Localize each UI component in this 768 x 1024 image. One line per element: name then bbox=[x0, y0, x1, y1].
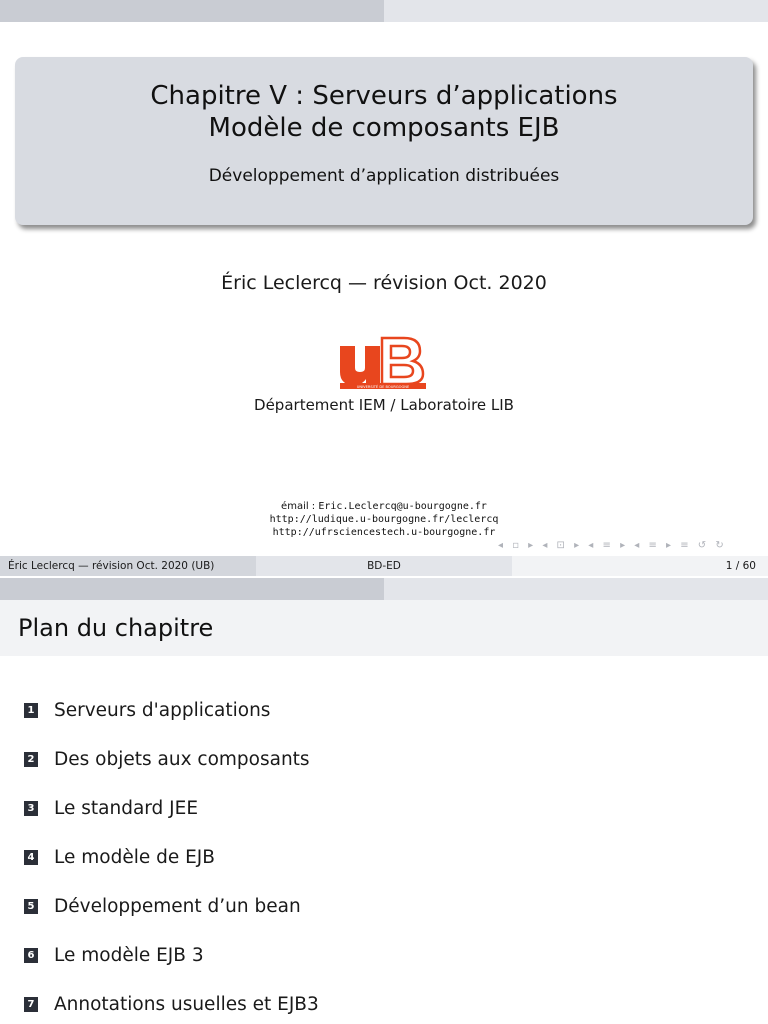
top-bar-left bbox=[0, 0, 384, 22]
author-line: Éric Leclercq — révision Oct. 2020 bbox=[221, 272, 547, 294]
top-bar-left bbox=[0, 578, 384, 600]
email-label: émail : bbox=[281, 501, 319, 512]
toc-number: 5 bbox=[24, 899, 38, 914]
toc-label: Le modèle EJB 3 bbox=[54, 945, 204, 966]
toc-item[interactable] bbox=[24, 735, 319, 784]
toc-item[interactable] bbox=[24, 686, 319, 735]
table-of-contents bbox=[24, 686, 319, 1024]
slide-top-bar bbox=[0, 578, 768, 600]
toc-label: Des objets aux composants bbox=[54, 749, 310, 770]
footer-course: BD-ED bbox=[256, 556, 512, 576]
url-ludique[interactable]: http://ludique.u-bourgogne.fr/leclercq bbox=[269, 514, 499, 525]
toc-label: Développement d’un bean bbox=[54, 896, 301, 917]
toc-item[interactable] bbox=[24, 980, 319, 1024]
top-bar-right bbox=[384, 0, 768, 22]
toc-number: 7 bbox=[24, 997, 38, 1012]
slide-title-line1: Chapitre V : Serveurs d’applications bbox=[150, 81, 618, 111]
toc-number: 1 bbox=[24, 703, 38, 718]
toc-number: 6 bbox=[24, 948, 38, 963]
email-value[interactable]: Eric.Leclercq@u-bourgogne.fr bbox=[318, 501, 487, 512]
toc-item[interactable] bbox=[24, 833, 319, 882]
toc-item[interactable] bbox=[24, 882, 319, 931]
university-logo bbox=[338, 334, 428, 390]
frame-header bbox=[0, 600, 768, 656]
toc-label: Le standard JEE bbox=[54, 798, 199, 819]
top-bar-right bbox=[384, 578, 768, 600]
slide-title-line2: Modèle de composants EJB bbox=[208, 113, 560, 143]
slide-top-bar bbox=[0, 0, 768, 22]
outline-slide bbox=[0, 578, 768, 1024]
toc-number: 4 bbox=[24, 850, 38, 865]
toc-label: Le modèle de EJB bbox=[54, 847, 215, 868]
toc-number: 2 bbox=[24, 752, 38, 767]
toc-label: Serveurs d'applications bbox=[54, 700, 271, 721]
toc-number: 3 bbox=[24, 801, 38, 816]
frame-title: Plan du chapitre bbox=[18, 614, 214, 642]
slide-footer bbox=[0, 556, 768, 576]
contact-block bbox=[0, 500, 768, 539]
footer-author: Éric Leclercq — révision Oct. 2020 (UB) bbox=[0, 556, 256, 576]
url-ufr[interactable]: http://ufrsciencestech.u-bourgogne.fr bbox=[272, 527, 496, 538]
slide-subtitle: Développement d’application distribuées bbox=[208, 166, 560, 186]
toc-item[interactable] bbox=[24, 931, 319, 980]
email-line bbox=[0, 500, 768, 513]
footer-page-number: 1 / 60 bbox=[512, 556, 768, 576]
beamer-navigation-icons[interactable]: ◂ ▫ ▸ ◂ ⊡ ▸ ◂ ≡ ▸ ◂ ≡ ▸ ≡ ↺ ↻ bbox=[498, 540, 727, 551]
toc-label: Annotations usuelles et EJB3 bbox=[54, 994, 319, 1015]
department-line: Département IEM / Laboratoire LIB bbox=[254, 396, 514, 414]
toc-item[interactable] bbox=[24, 784, 319, 833]
title-box bbox=[15, 57, 753, 225]
logo-tagline: UNIVERSITÉ DE BOURGOGNE bbox=[356, 385, 410, 389]
